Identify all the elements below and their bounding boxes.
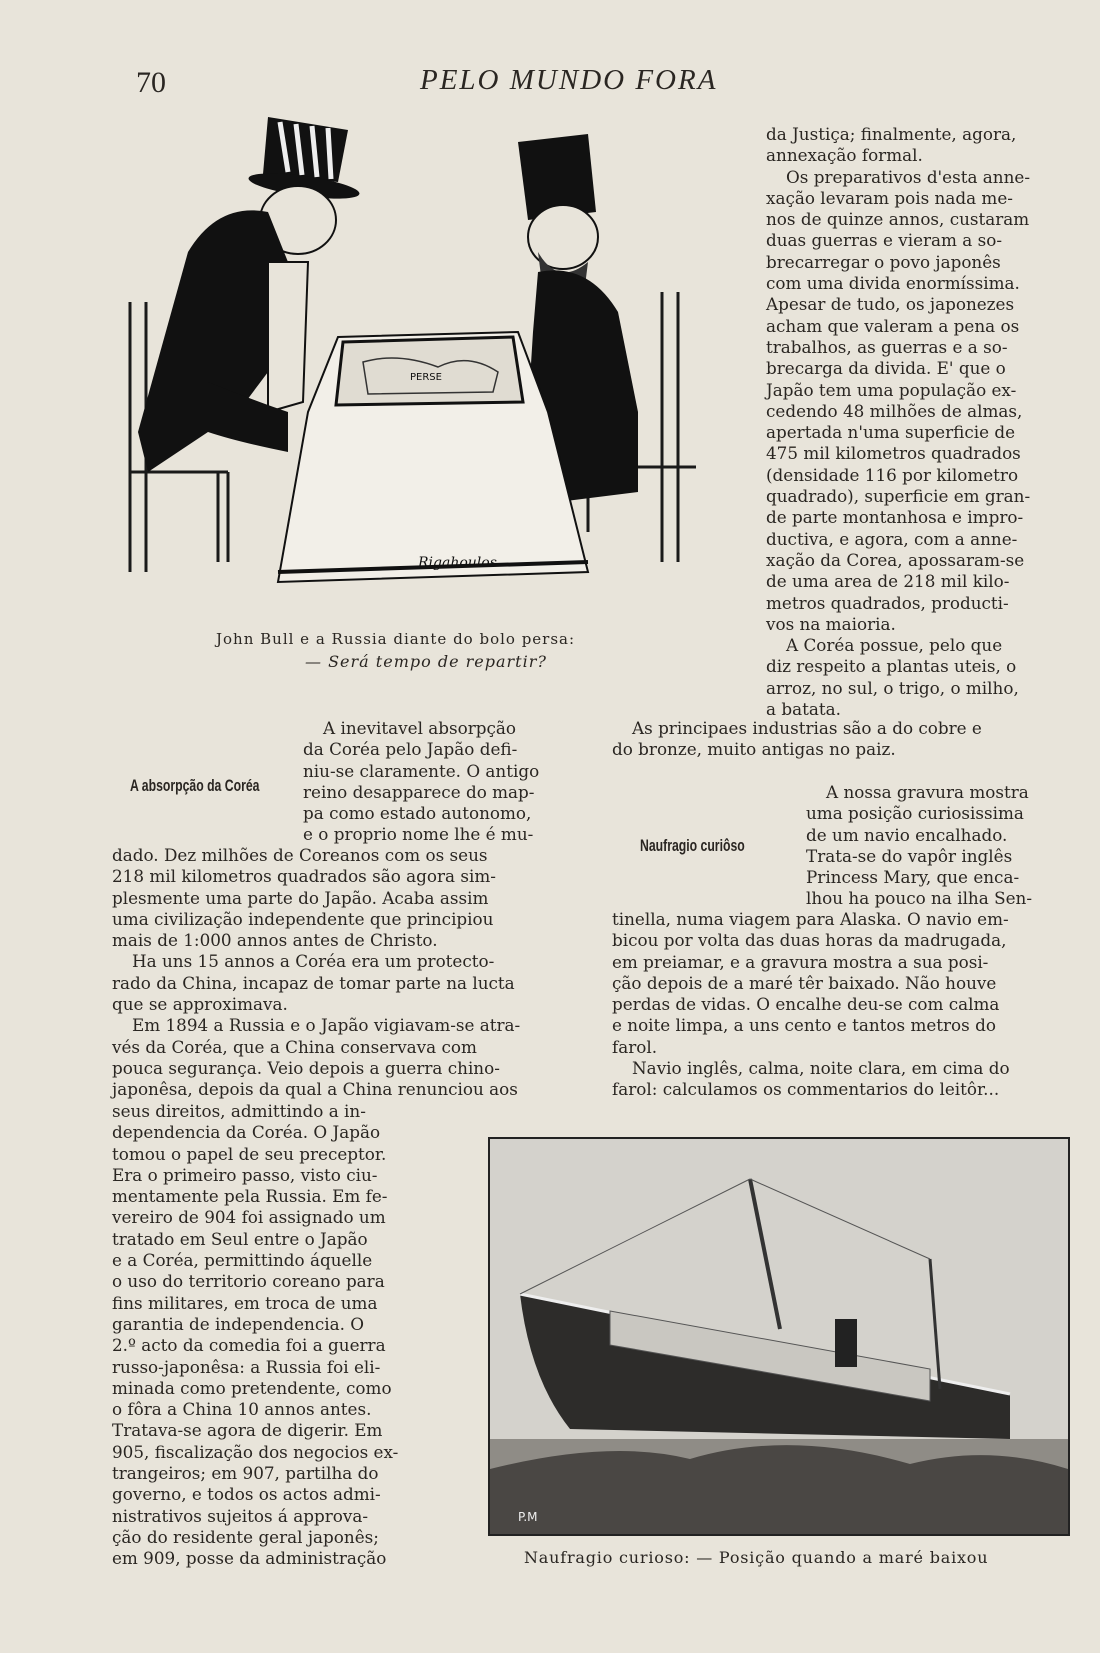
text-line: 475 mil kilometros quadrados [766, 443, 1021, 464]
text-line: pa como estado autonomo, [303, 803, 532, 824]
text-line: Japão tem uma população ex- [766, 379, 1017, 400]
text-line: em preiamar, e a gravura mostra a sua posi- [612, 951, 989, 972]
text-line: ção depois de a maré têr baixado. Não houve [612, 972, 997, 993]
text-line: que se approximava. [112, 994, 288, 1015]
text-line: xação levaram pois nada me- [766, 187, 1013, 208]
text-line: acham que valeram a pena os [766, 315, 1020, 336]
text-line: xação da Corea, apossaram-se [766, 549, 1025, 570]
text-line: brecarregar o povo japonês [766, 251, 1001, 272]
naufragio-heading: Naufragio curiôso [640, 836, 745, 855]
map-label: PERSE [410, 372, 442, 383]
text-line: tratado em Seul entre o Japão [112, 1228, 368, 1249]
text-line: cedendo 48 milhões de almas, [766, 400, 1023, 421]
text-line: Trata-se do vapôr inglês [806, 845, 1013, 866]
text-line: metros quadrados, producti- [766, 592, 1009, 613]
text-line: do bronze, muito antigas no paiz. [612, 739, 896, 760]
text-line: governo, e todos os actos admi- [112, 1484, 381, 1505]
text-line: uma civilização independente que principiou [112, 908, 494, 929]
text-line: e a Coréa, permittindo áquelle [112, 1250, 373, 1271]
text-line: duas guerras e vieram a so- [766, 230, 1003, 251]
text-line: A inevitavel absorpção [323, 718, 517, 738]
text-line: perdas de vidas. O encalhe deu-se com calma [612, 994, 1000, 1015]
text-line: da Justiça; finalmente, agora, [766, 124, 1017, 144]
shipwreck-image [490, 1139, 1068, 1534]
text-line: russo-japonêsa: a Russia foi eli- [112, 1356, 381, 1377]
text-line: mais de 1:000 annos antes de Christo. [112, 930, 438, 951]
photo-mark: P.M [518, 1510, 538, 1524]
text-line: dado. Dez milhões de Coreanos com os seus [112, 845, 488, 865]
text-line: trabalhos, as guerras e a so- [766, 336, 1008, 357]
text-line: trangeiros; em 907, partilha do [112, 1463, 379, 1484]
text-line: ductiva, e agora, com a anne- [766, 528, 1018, 549]
text-line: nistrativos sujeitos á approva- [112, 1505, 369, 1526]
text-line: da Coréa pelo Japão defi- [303, 739, 518, 760]
cartoon-caption-line1: John Bull e a Russia diante do bolo persa: [216, 630, 576, 648]
text-line: de um navio encalhado. [806, 824, 1008, 845]
text-line: garantia de independencia. O [112, 1313, 365, 1334]
text-line: pouca segurança. Veio depois a guerra chino- [112, 1057, 500, 1078]
text-line: tinella, numa viagem para Alaska. O navio em- [612, 909, 1009, 929]
cartoon-caption-line2: — Será tempo de repartir? [305, 652, 547, 671]
text-line: Os preparativos d'esta anne- [786, 166, 1031, 187]
text-line: ção do residente geral japonês; [112, 1526, 379, 1547]
text-line: Era o primeiro passo, visto ciu- [112, 1164, 378, 1185]
text-line: annexação formal. [766, 145, 923, 166]
text-line: com uma divida enormíssima. [766, 273, 1020, 294]
text-line: farol. [612, 1036, 658, 1057]
text-line: e o proprio nome lhe é mu- [303, 824, 534, 845]
text-line: Em 1894 a Russia e o Japão vigiavam-se atra- [132, 1015, 521, 1036]
text-line: 2.º acto da comedia foi a guerra [112, 1335, 386, 1356]
text-line: o fôra a China 10 annos antes. [112, 1399, 372, 1420]
text-line: a batata. [766, 699, 841, 720]
text-line: plesmente uma parte do Japão. Acaba assim [112, 887, 489, 908]
text-line: 905, fiscalização dos negocios ex- [112, 1441, 399, 1462]
naufragio-body [612, 909, 1065, 1101]
text-line: minada como pretendente, como [112, 1377, 392, 1398]
corea-body [112, 845, 570, 1101]
text-line: rado da China, incapaz de tomar parte na lucta [112, 972, 515, 993]
text-line: A nossa gravura mostra [826, 782, 1029, 802]
text-line: A Coréa possue, pelo que [786, 635, 1003, 656]
industries-text [612, 718, 1065, 761]
text-line: uma posição curiosissima [806, 803, 1024, 824]
text-line: As principaes industrias são a do cobre e [632, 718, 982, 738]
text-line: farol: calculamos os commentarios do leitôr... [612, 1079, 1000, 1100]
text-line: vos na maioria. [766, 613, 896, 634]
annexation-text [766, 124, 1058, 720]
text-line: em 909, posse da administração [112, 1548, 387, 1569]
text-line: fins militares, em troca de uma [112, 1292, 378, 1313]
text-line: lhou ha pouco na ilha Sen- [806, 888, 1032, 909]
text-line: o uso do territorio coreano para [112, 1271, 385, 1292]
text-line: de parte montanhosa e impro- [766, 507, 1024, 528]
shipwreck-photo [488, 1137, 1070, 1536]
corea-heading: A absorpção da Coréa [130, 776, 260, 795]
text-line: apertada n'uma superficie de [766, 422, 1016, 443]
text-line: bicou por volta das duas horas da madrugada, [612, 930, 1007, 951]
cartoon-illustration [118, 112, 738, 632]
text-line: quadrado), superficie em gran- [766, 486, 1031, 507]
text-line: Apesar de tudo, os japonezes [766, 294, 1015, 315]
text-line: seus direitos, admittindo a in- [112, 1101, 366, 1121]
text-line: e noite limpa, a uns cento e tantos metros do [612, 1015, 996, 1036]
text-line: tomou o papel de seu preceptor. [112, 1143, 387, 1164]
text-line: Tratava-se agora de digerir. Em [112, 1420, 383, 1441]
corea-intro [303, 718, 569, 846]
text-line: reino desapparece do map- [303, 781, 535, 802]
text-line: vés da Coréa, que a China conservava com [112, 1036, 477, 1057]
text-line: (densidade 116 por kilometro [766, 464, 1019, 485]
text-line: 218 mil kilometros quadrados são agora sim- [112, 866, 496, 887]
text-line: Navio inglês, calma, noite clara, em cima do [632, 1058, 1010, 1079]
text-line: de uma area de 218 mil kilo- [766, 571, 1010, 592]
text-line: vereiro de 904 foi assignado um [112, 1207, 386, 1228]
text-line: brecarga da divida. E' que o [766, 358, 1006, 379]
text-line: Ha uns 15 annos a Coréa era um protecto- [132, 951, 495, 972]
naufragio-intro [806, 782, 1065, 910]
ship-funnel [835, 1319, 857, 1367]
text-line: niu-se claramente. O antigo [303, 760, 540, 781]
corea-continuation [112, 1101, 440, 1570]
text-line: nos de quinze annos, custaram [766, 209, 1030, 230]
text-line: diz respeito a plantas uteis, o [766, 656, 1017, 677]
text-line: japonêsa, depois da qual a China renunciou aos [112, 1079, 518, 1100]
text-line: dependencia da Coréa. O Japão [112, 1122, 381, 1143]
artist-signature: Rigahoulos [418, 555, 497, 571]
photo-caption: Naufragio curioso: — Posição quando a maré baixou [524, 1548, 989, 1567]
text-line: arroz, no sul, o trigo, o milho, [766, 677, 1019, 698]
text-line: Princess Mary, que enca- [806, 867, 1020, 888]
page-number: 70 [136, 66, 166, 99]
text-line: mentamente pela Russia. Em fe- [112, 1186, 388, 1207]
running-title: PELO MUNDO FORA [420, 64, 718, 96]
